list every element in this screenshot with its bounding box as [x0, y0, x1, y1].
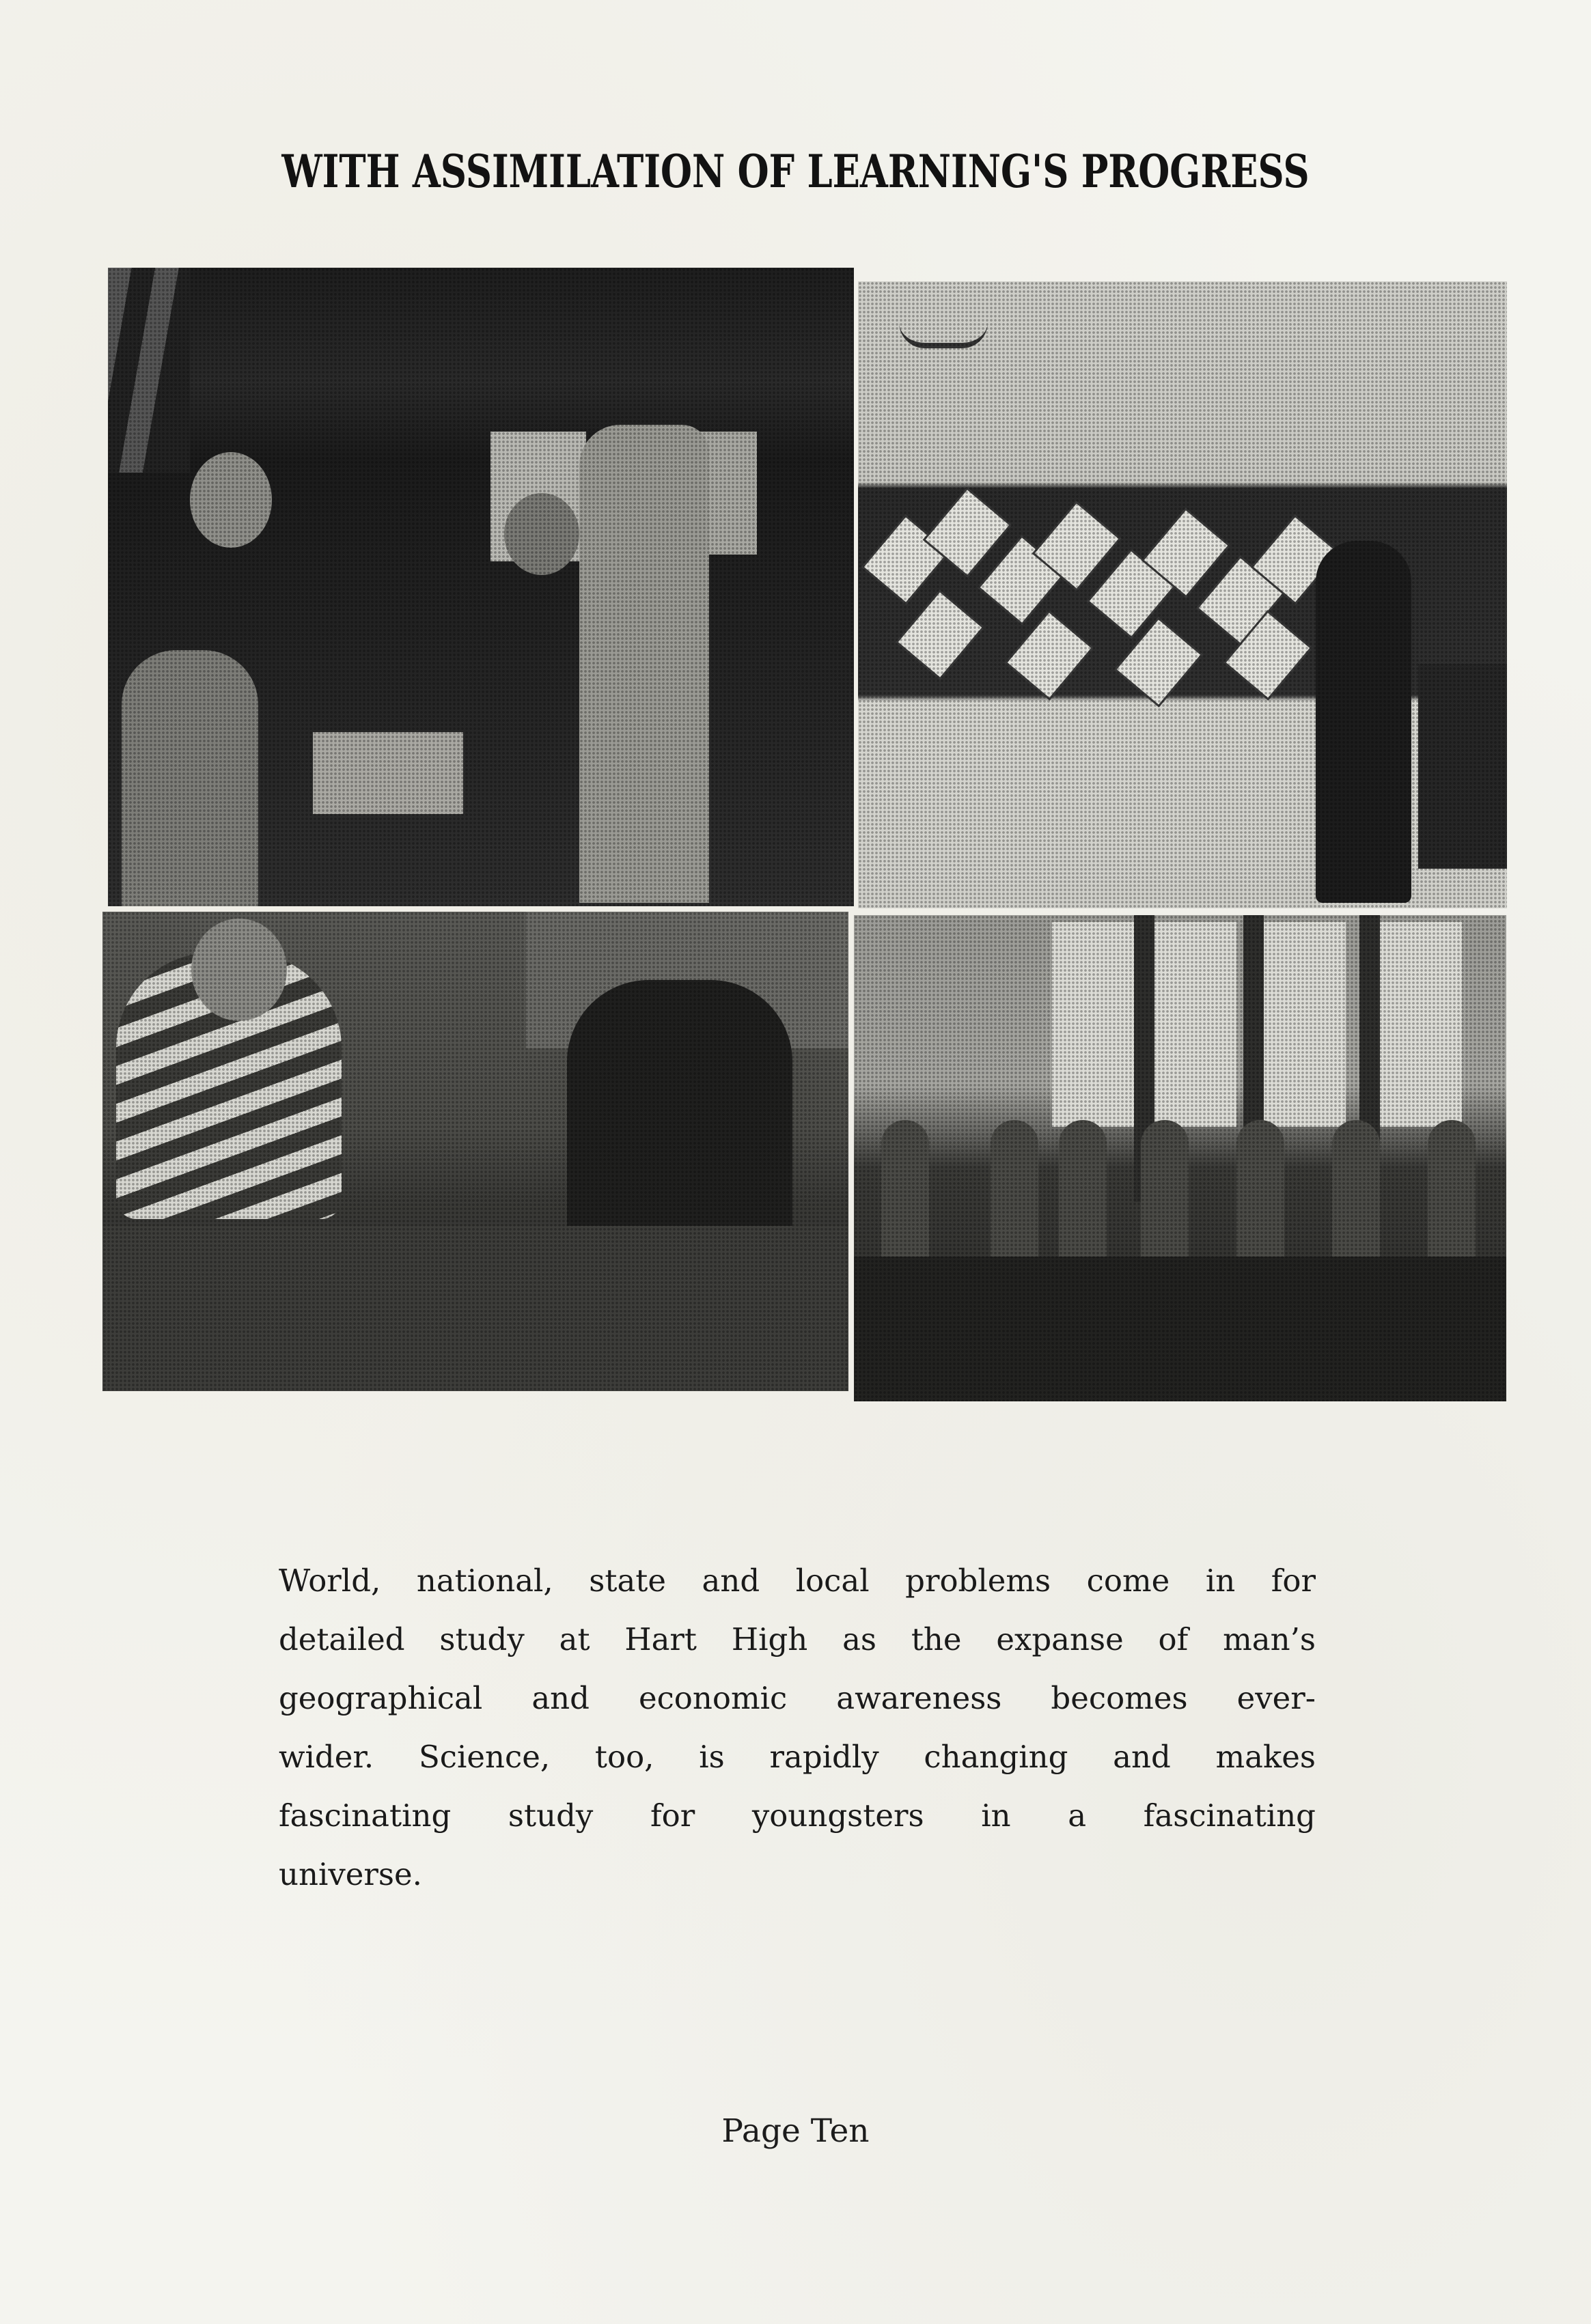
equipment-shape — [313, 732, 463, 814]
column-shape — [1243, 915, 1264, 1202]
student-figure — [567, 980, 792, 1267]
lab-bench — [854, 1257, 1506, 1401]
photo-electronics-lab — [108, 268, 854, 906]
board-card — [1144, 510, 1228, 595]
student-figure — [881, 1120, 929, 1270]
student-figure — [1141, 1120, 1189, 1270]
student-figure — [991, 1120, 1038, 1270]
lamp-shape — [899, 322, 988, 348]
student-figure — [1236, 1120, 1284, 1270]
flag-shape — [108, 268, 190, 473]
window-shape — [1380, 922, 1462, 1127]
photo-bulletin-board — [858, 281, 1507, 908]
body-line: geographical and economic awareness becomes ever- — [279, 1680, 1316, 1716]
drafting-table — [102, 1226, 848, 1391]
student-striped-sweater — [116, 953, 342, 1219]
body-line: universe. — [279, 1856, 422, 1892]
photo-drafting-table — [102, 912, 848, 1391]
window-shape — [1052, 922, 1134, 1127]
board-card — [1199, 558, 1282, 643]
student-figure — [122, 650, 258, 906]
teacher-head — [504, 493, 579, 575]
student-head — [190, 452, 272, 548]
photo-science-lab — [854, 915, 1506, 1401]
student-figure — [1332, 1120, 1380, 1270]
board-card — [898, 592, 982, 677]
column-shape — [1134, 915, 1154, 1202]
window-shape — [1154, 922, 1236, 1127]
board-card — [1254, 517, 1337, 602]
background-panel — [682, 432, 757, 555]
student-figure — [1428, 1120, 1476, 1270]
teacher-figure — [1316, 541, 1411, 903]
board-card — [980, 537, 1064, 622]
body-paragraph — [279, 1552, 1316, 1904]
board-card — [1090, 551, 1173, 636]
board-card — [1008, 613, 1091, 697]
wall-shape — [526, 912, 848, 1048]
body-line: fascinating study for youngsters in a fascinating — [279, 1797, 1316, 1834]
board-card — [1226, 613, 1310, 697]
teacher-figure — [579, 425, 709, 903]
board-card — [1035, 503, 1118, 588]
page-heading: WITH ASSIMILATION OF LEARNING'S PROGRESS — [281, 145, 1310, 199]
student-figure — [1059, 1120, 1107, 1270]
body-line: detailed study at Hart High as the expanse of man’s — [279, 1621, 1316, 1657]
background-panel — [490, 432, 586, 561]
body-line: World, national, state and local problems come in for — [279, 1563, 1316, 1599]
student-head — [191, 919, 287, 1021]
window-shape — [1264, 922, 1346, 1127]
column-shape — [1359, 915, 1380, 1202]
photo-grid — [102, 268, 1508, 1401]
body-line: wider. Science, too, is rapidly changing and makes — [279, 1739, 1316, 1775]
board-card — [926, 490, 1009, 574]
board-card — [864, 517, 947, 602]
board-card — [1117, 619, 1200, 704]
bookshelf-shape — [1418, 664, 1507, 869]
page-number: Page Ten — [721, 2112, 870, 2150]
